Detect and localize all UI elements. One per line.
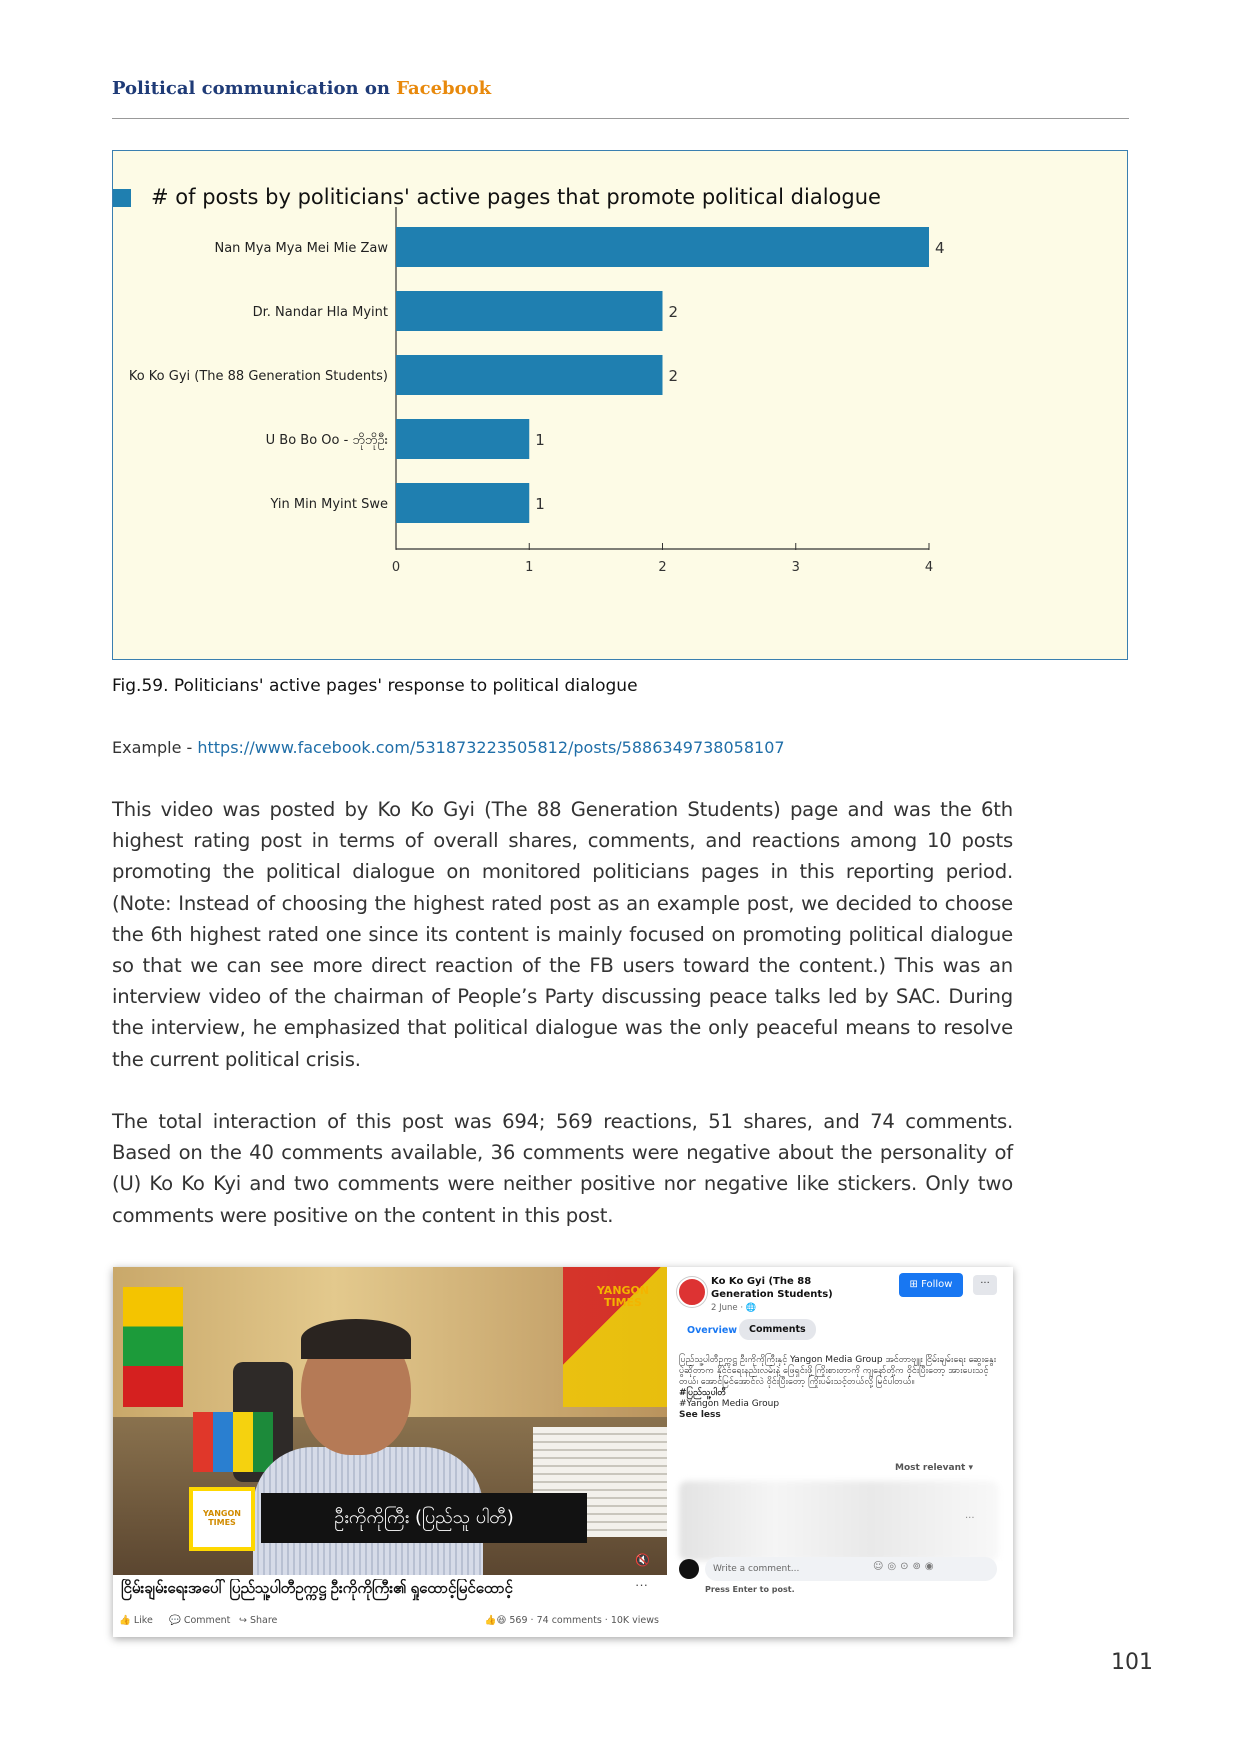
post-date: 2 June · 🌐: [711, 1303, 757, 1313]
post-text: [679, 1355, 999, 1421]
category-label: U Bo Bo Oo - ဘိုဘိုဦး: [265, 433, 388, 448]
flag-image: [123, 1287, 183, 1407]
post-sidebar: [673, 1267, 1013, 1637]
post-body: ပြည်သူ့ပါတီဥက္ကဋ္ဌ ဦးကိုကိုကြီးနှင့် Yangon Media Group အင်တာဗျူး ငြိမ်းချမ်းရေး ဆွေးနွေးပွဲဆိုတာက နိုင်ငံရေးနည်းလမ်းနဲ့ ဖြေရှင်းဖို့ ကြိုးစားတာကို ကျနော်တို့က ဝိုင်းပြီးတော့ အားပေးသင့်တယ်၊ အောင်မြင်အောင်လဲ ဝိုင်းပြီးတော့ ကြိုးပမ်းသင့်တယ်လို့ မြင်ပါတယ်။: [679, 1355, 997, 1387]
bar: [396, 227, 929, 267]
comment-tool-icons[interactable]: ☺◎⊙⊚◉: [873, 1561, 938, 1572]
comment-icon: 💬: [169, 1615, 184, 1626]
category-label: Ko Ko Gyi (The 88 Generation Students): [128, 369, 388, 384]
share-button[interactable]: [239, 1615, 277, 1626]
more-icon[interactable]: ···: [635, 1577, 648, 1592]
see-less-link[interactable]: See less: [679, 1410, 721, 1420]
body-paragraph: The total interaction of this post was 694; 569 reactions, 51 shares, and 74 comments. Based on the 40 comments available, 36 comments were negative about the personality of (U) Ko Ko Kyi and two comments were neither positive nor negative like stickers. Only two comments were positive on the content in this post.: [112, 1110, 1013, 1227]
mute-icon[interactable]: 🔇: [635, 1553, 650, 1567]
more-options-button[interactable]: ···: [973, 1275, 997, 1295]
data-label: 1: [535, 431, 545, 449]
bar: [396, 291, 663, 331]
reaction-icon: 👍😆: [484, 1615, 510, 1626]
follow-label: Follow: [921, 1279, 953, 1290]
category-label: Dr. Nandar Hla Myint: [252, 305, 388, 320]
like-button[interactable]: [119, 1615, 153, 1626]
example-line: [112, 738, 785, 757]
share-icon: ↪: [239, 1615, 250, 1626]
desk-flags-image: [193, 1412, 273, 1472]
comment-button[interactable]: [169, 1615, 230, 1626]
like-label: Like: [133, 1615, 153, 1626]
x-tick-label: 0: [391, 560, 401, 575]
x-tick-label: 3: [791, 560, 800, 575]
category-label: Nan Mya Mya Mei Mie Zaw: [214, 241, 388, 256]
bar: [396, 419, 529, 459]
body-paragraph: This video was posted by Ko Ko Gyi (The 88 Generation Students) page and was the 6th highest rating post in terms of overall shares, comments, and reactions among 10 posts promoting the political dialogue on monitored politicians pages in this reporting period. (Note: Instead of choosing the highest rated post as an example post, we decided to choose the 6th highest rated one since its content is mainly focused on promoting political dialogue so that we can see more direct reaction of the FB users toward the content.) This was an interview video of the chairman of People’s Party discussing peace talks led by SAC. During the interview, he emphasized that political dialogue was the only peaceful means to resolve the current political crisis.: [112, 798, 1013, 1071]
running-header: [112, 78, 491, 99]
header-highlight: Facebook: [396, 78, 492, 99]
chart-figure: [112, 150, 1128, 660]
category-label: Yin Min Myint Swe: [270, 497, 388, 512]
comment-label: Comment: [183, 1615, 231, 1626]
bar: [396, 483, 529, 523]
x-tick-label: 2: [658, 560, 667, 575]
comment-input[interactable]: Write a comment...: [705, 1557, 997, 1581]
hashtag[interactable]: #ပြည်သူ့ပါတီ: [679, 1388, 727, 1398]
yangon-times-logo: YANGON TIMES: [596, 1284, 650, 1309]
stats-text: 569 · 74 comments · 10K views: [509, 1615, 659, 1626]
page-avatar[interactable]: [677, 1277, 707, 1307]
data-label: 2: [668, 303, 679, 321]
tab-comments[interactable]: Comments: [739, 1319, 816, 1340]
press-enter-hint: Press Enter to post.: [705, 1585, 795, 1594]
page-number: 101: [1111, 1650, 1153, 1675]
header-divider: [112, 118, 1129, 119]
video-title: ငြိမ်းချမ်းရေးအပေါ် ပြည်သူ့ပါတီဥက္ကဋ္ဌ ဦးကိုကိုကြီး၏ ရှုထောင့်မြင်ထောင့်: [121, 1580, 513, 1597]
follow-icon: ⊞: [909, 1279, 922, 1290]
bar: [396, 355, 663, 395]
header-text: Political communication on: [112, 78, 397, 99]
bar-chart: [113, 151, 1129, 661]
facebook-post-screenshot: [113, 1267, 1013, 1637]
lower-third-caption: ဦးကိုကိုကြီး (ပြည်သူ ပါတီ): [261, 1493, 587, 1543]
example-label: Example -: [112, 738, 198, 757]
post-actions: [113, 1605, 667, 1635]
example-link[interactable]: https://www.facebook.com/531873223505812/posts/5886349738058107: [197, 738, 785, 757]
person-hair-image: [301, 1319, 411, 1359]
comment-sort-dropdown[interactable]: Most relevant ▾: [895, 1463, 973, 1473]
data-label: 2: [668, 367, 679, 385]
video-frame: [113, 1267, 667, 1575]
data-label: 4: [935, 239, 945, 257]
yangon-times-logo-box: YANGON TIMES: [189, 1487, 255, 1551]
blurred-comments: [679, 1481, 999, 1561]
follow-button[interactable]: [899, 1273, 963, 1297]
data-label: 1: [535, 495, 545, 513]
thumbs-up-icon: 👍: [119, 1615, 134, 1626]
tab-overview[interactable]: Overview: [679, 1321, 745, 1340]
share-label: Share: [249, 1615, 278, 1626]
more-icon[interactable]: ···: [965, 1513, 975, 1524]
hashtag[interactable]: #Yangon Media Group: [679, 1399, 780, 1409]
chart-title: # of posts by politicians' active pages that promote political dialogue: [151, 185, 881, 209]
page-name[interactable]: Ko Ko Gyi (The 88 Generation Students): [711, 1276, 833, 1300]
x-tick-label: 4: [924, 560, 934, 575]
figure-caption: Fig.59. Politicians' active pages' response to political dialogue: [112, 676, 638, 696]
user-avatar: [679, 1559, 699, 1579]
post-stats: [485, 1615, 659, 1626]
x-tick-label: 1: [525, 560, 534, 575]
